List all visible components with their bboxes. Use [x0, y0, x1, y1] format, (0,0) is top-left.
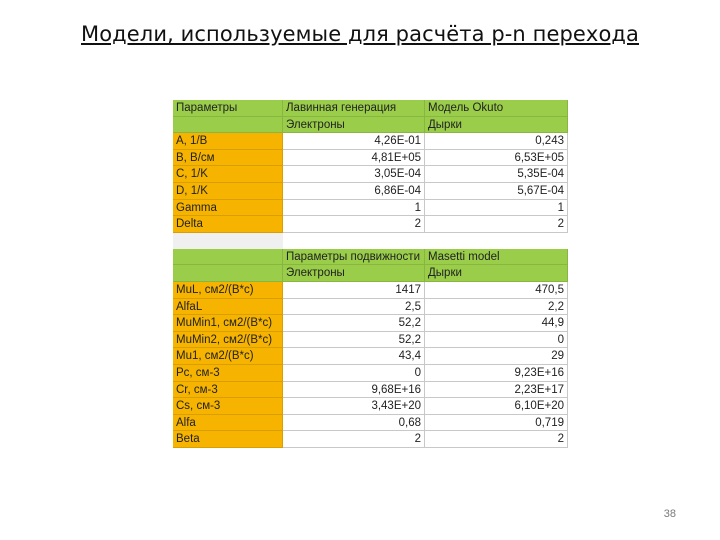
value-cell: 470,5 — [425, 282, 568, 299]
header-cell: Masetti model — [425, 249, 568, 266]
param-name: Mu1, см2/(B*c) — [173, 348, 283, 365]
value-cell: 4,81E+05 — [283, 150, 425, 167]
value-cell: 9,68E+16 — [283, 382, 425, 399]
param-name: Beta — [173, 431, 283, 448]
value-cell: 3,05E-04 — [283, 166, 425, 183]
table-row — [173, 365, 568, 382]
subheader-cell: Дырки — [425, 265, 568, 282]
param-name: D, 1/K — [173, 183, 283, 200]
param-name: B, B/см — [173, 150, 283, 167]
table-row — [173, 133, 568, 150]
table-row — [173, 398, 568, 415]
subheader-cell: Электроны — [283, 117, 425, 134]
value-cell: 2 — [425, 216, 568, 233]
value-cell: 44,9 — [425, 315, 568, 332]
table-row — [173, 431, 568, 448]
value-cell: 2 — [283, 216, 425, 233]
subheader-cell — [173, 117, 283, 134]
table-row — [173, 282, 568, 299]
value-cell: 4,26E-01 — [283, 133, 425, 150]
value-cell: 3,43E+20 — [283, 398, 425, 415]
value-cell: 9,23E+16 — [425, 365, 568, 382]
separator-row — [173, 233, 568, 249]
param-name: C, 1/K — [173, 166, 283, 183]
table-row — [173, 415, 568, 432]
value-cell: 0 — [283, 365, 425, 382]
value-cell: 2 — [425, 431, 568, 448]
empty-cell — [283, 233, 425, 249]
table2-subheader-row — [173, 265, 568, 282]
param-name: MuMin1, см2/(B*c) — [173, 315, 283, 332]
table1-subheader-row — [173, 117, 568, 134]
value-cell: 5,67E-04 — [425, 183, 568, 200]
value-cell: 6,10E+20 — [425, 398, 568, 415]
table-row — [173, 315, 568, 332]
slide-title: Модели, используемые для расчёта p-n перехода — [81, 22, 639, 46]
param-name: Gamma — [173, 200, 283, 217]
value-cell: 2 — [283, 431, 425, 448]
param-name: A, 1/B — [173, 133, 283, 150]
table-row — [173, 166, 568, 183]
parameters-table — [173, 100, 568, 448]
header-cell: Модель Okuto — [425, 100, 568, 117]
param-name: Alfa — [173, 415, 283, 432]
value-cell: 5,35E-04 — [425, 166, 568, 183]
value-cell: 0 — [425, 332, 568, 349]
table-row — [173, 200, 568, 217]
subheader-cell: Электроны — [283, 265, 425, 282]
table-row — [173, 332, 568, 349]
header-cell: Параметры — [173, 100, 283, 117]
subheader-cell — [173, 265, 283, 282]
value-cell: 2,2 — [425, 299, 568, 316]
param-name: Cs, см-3 — [173, 398, 283, 415]
table1-header-row — [173, 100, 568, 117]
table-row — [173, 183, 568, 200]
table2-header-row — [173, 249, 568, 266]
value-cell: 6,86E-04 — [283, 183, 425, 200]
value-cell: 0,68 — [283, 415, 425, 432]
value-cell: 43,4 — [283, 348, 425, 365]
page-number: 38 — [663, 508, 676, 520]
subheader-cell: Дырки — [425, 117, 568, 134]
value-cell: 2,23E+17 — [425, 382, 568, 399]
empty-cell — [425, 233, 568, 249]
header-cell: Лавинная генерация — [283, 100, 425, 117]
table-row — [173, 299, 568, 316]
param-name: MuL, см2/(B*c) — [173, 282, 283, 299]
empty-cell — [173, 233, 283, 249]
value-cell: 1417 — [283, 282, 425, 299]
param-name: Cr, см-3 — [173, 382, 283, 399]
value-cell: 2,5 — [283, 299, 425, 316]
value-cell: 0,719 — [425, 415, 568, 432]
param-name: AlfaL — [173, 299, 283, 316]
table-row — [173, 150, 568, 167]
value-cell: 29 — [425, 348, 568, 365]
value-cell: 1 — [425, 200, 568, 217]
param-name: Pc, см-3 — [173, 365, 283, 382]
value-cell: 0,243 — [425, 133, 568, 150]
header-cell — [173, 249, 283, 266]
table-row — [173, 348, 568, 365]
table-row — [173, 216, 568, 233]
value-cell: 52,2 — [283, 315, 425, 332]
header-cell: Параметры подвижности — [283, 249, 425, 266]
value-cell: 52,2 — [283, 332, 425, 349]
param-name: MuMin2, см2/(B*c) — [173, 332, 283, 349]
table-row — [173, 382, 568, 399]
value-cell: 1 — [283, 200, 425, 217]
param-name: Delta — [173, 216, 283, 233]
value-cell: 6,53E+05 — [425, 150, 568, 167]
